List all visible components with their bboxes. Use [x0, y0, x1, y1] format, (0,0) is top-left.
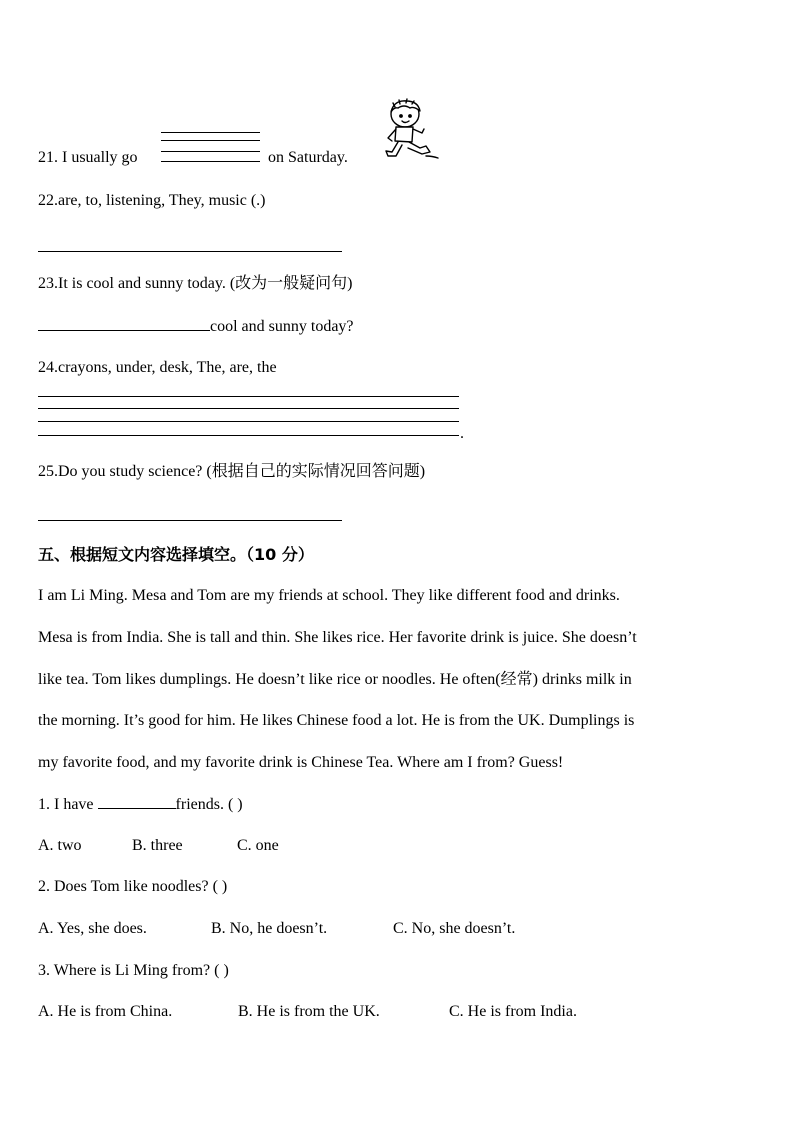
q24-writing-line-2[interactable]	[38, 408, 459, 409]
passage-line: like tea. Tom likes dumplings. He doesn’t like rice or noodles. He often(经常) drinks milk in	[38, 671, 632, 688]
question-1-stem-end: friends. ( )	[175, 796, 243, 813]
passage-line: the morning. It’s good for him. He likes Chinese food a lot. He is from the UK. Dumplings is	[38, 712, 635, 729]
q23-answer-blank[interactable]	[38, 316, 210, 331]
q21-number: 21	[38, 149, 54, 166]
passage-line: Mesa is from India. She is tall and thin. She likes rice. Her favorite drink is juice. She doesn’t	[38, 629, 637, 646]
q25-prompt: 25.Do you study science? (根据自己的实际情况回答问题)	[38, 463, 426, 480]
passage-line: my favorite food, and my favorite drink is Chinese Tea. Where am I from? Guess!	[38, 754, 564, 771]
q22-prompt: 22.are, to, listening, They, music (.)	[38, 192, 266, 209]
question-2-option-c[interactable]: C. No, she doesn’t.	[393, 920, 516, 937]
q23-answer-tail: cool and sunny today?	[210, 318, 354, 335]
question-3-stem: 3. Where is Li Ming from? ( )	[38, 962, 229, 979]
q24-end-mark: .	[460, 425, 464, 442]
q23-prompt: 23.It is cool and sunny today. (改为一般疑问句)	[38, 275, 353, 292]
section-5-title: 五、根据短文内容选择填空。（10 分）	[38, 545, 314, 564]
q21-writing-line-1[interactable]	[161, 132, 260, 133]
question-3-option-b[interactable]: B. He is from the UK.	[238, 1003, 380, 1020]
q22-answer-line[interactable]	[38, 251, 342, 252]
q24-writing-line-1[interactable]	[38, 396, 459, 397]
passage-line: I am Li Ming. Mesa and Tom are my friends at school. They like different food and drinks.	[38, 587, 620, 604]
question-1-stem-start: 1. I have	[38, 796, 94, 813]
q21-writing-line-2[interactable]	[161, 140, 260, 141]
q21-line	[38, 148, 138, 168]
q23-answer-line	[38, 316, 354, 337]
q24-writing-line-3[interactable]	[38, 421, 459, 422]
running-boy-icon	[382, 96, 440, 162]
q24-writing-line-4[interactable]	[38, 435, 459, 436]
q24-prompt: 24.crayons, under, desk, The, are, the	[38, 359, 277, 376]
question-2-option-b[interactable]: B. No, he doesn’t.	[211, 920, 328, 937]
question-3-option-a[interactable]: A. He is from China.	[38, 1003, 173, 1020]
question-2-stem: 2. Does Tom like noodles? ( )	[38, 878, 228, 895]
question-1-stem	[38, 794, 243, 815]
q21-writing-line-3[interactable]	[161, 151, 260, 152]
question-1-option-b[interactable]: B. three	[132, 837, 183, 854]
q21-writing-line-4[interactable]	[161, 161, 260, 162]
question-3-option-c[interactable]: C. He is from India.	[449, 1003, 577, 1020]
question-1-option-c[interactable]: C. one	[237, 837, 279, 854]
question-1-option-a[interactable]: A. two	[38, 837, 82, 854]
q25-answer-line[interactable]	[38, 520, 342, 521]
question-2-option-a[interactable]: A. Yes, she does.	[38, 920, 147, 937]
q21-text-before: . I usually go	[54, 149, 138, 166]
question-1-blank[interactable]	[98, 794, 176, 809]
q21-text-after: on Saturday.	[268, 149, 348, 166]
